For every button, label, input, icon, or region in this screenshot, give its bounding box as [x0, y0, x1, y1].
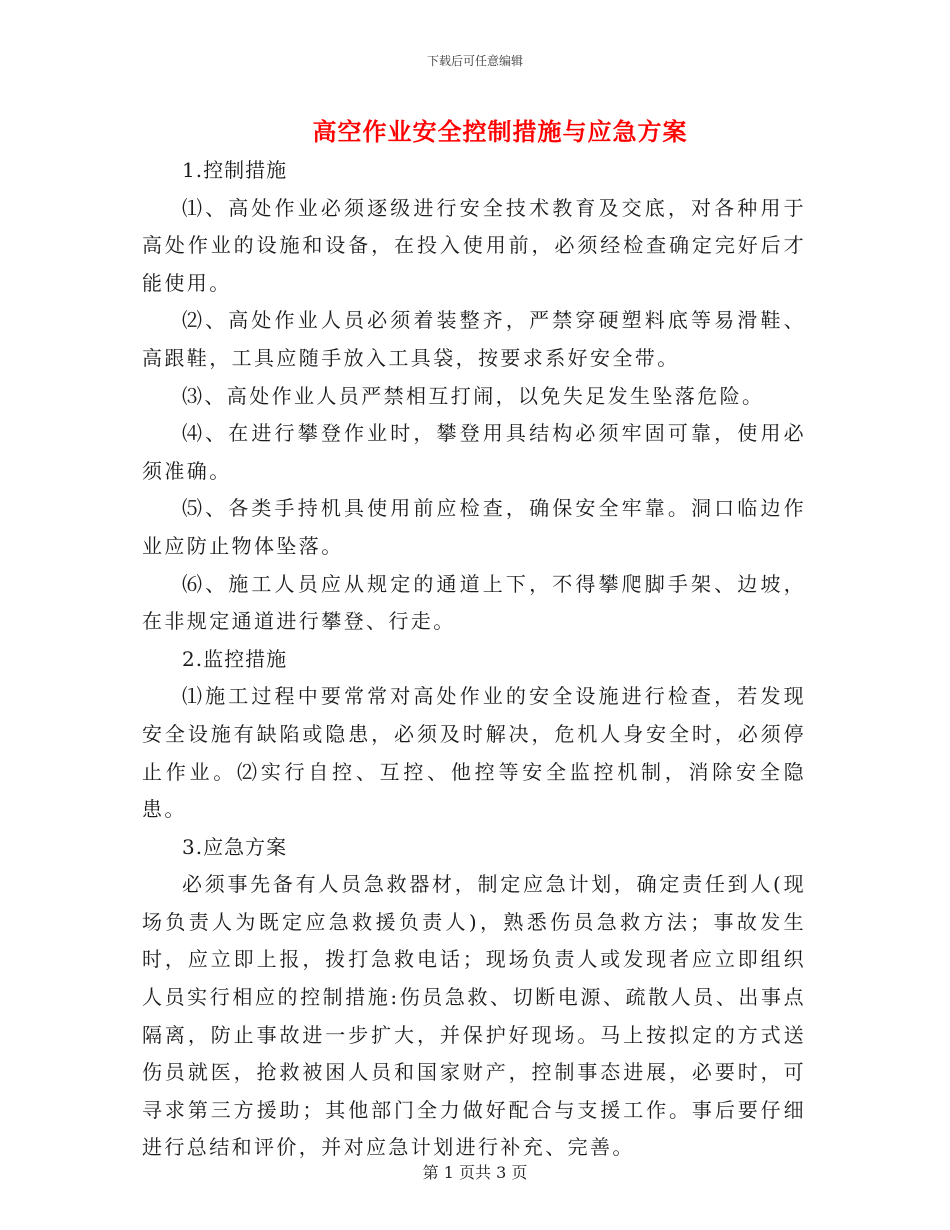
section-heading-monitoring: 2.监控措施 [182, 646, 288, 671]
paragraph: ⑹、施工人员应从规定的通道上下，不得攀爬脚手架、边坡，在非规定通道进行攀登、行走。 [142, 571, 806, 634]
paragraph: ⑷、在进行攀登作业时，攀登用具结构必须牢固可靠，使用必须准确。 [142, 421, 806, 483]
page-number: 第 1 页共 3 页 [422, 1163, 528, 1182]
paragraph: ⑵、高处作业人员必须着装整齐，严禁穿硬塑料底等易滑鞋、高跟鞋，工具应随手放入工具袋，按要求系好安全带。 [142, 308, 806, 370]
document-title: 高空作业安全控制措施与应急方案 [312, 117, 688, 146]
document-body [142, 152, 806, 1167]
header-note: 下载后可任意编辑 [426, 54, 523, 68]
section-heading-control: 1.控制措施 [182, 158, 288, 182]
section-heading-emergency: 3.应急方案 [182, 834, 288, 859]
paragraph: ⑸、各类手持机具使用前应检查，确保安全牢靠。洞口临边作业应防止物体坠落。 [142, 496, 806, 558]
paragraph: 必须事先备有人员急救器材，制定应急计划，确定责任到人(现场负责人为既定应急救援负责人)，熟悉伤员急救方法；事故发生时，应立即上报，拨打急救电话；现场负责人或发现者应立即组织人员实行相应的控制措施:伤员急救、切断电源、疏散人员、出事点隔离，防止事故进一步扩大，并保护好现场。马上按拟定的方式送伤员就医，抢救被困人员和国家财产，控制事态进展，必要时，可寻求第三方援助；其他部门全力做好配合与支援工作。事后要仔细进行总结和评价，并对应急计划进行补充、完善。 [142, 872, 806, 1160]
paragraph: ⑴施工过程中要常常对高处作业的安全设施进行检查，若发现安全设施有缺陷或隐患，必须及时解决，危机人身安全时，必须停止作业。⑵实行自控、互控、他控等安全监控机制，消除安全隐患。 [142, 684, 806, 822]
paragraph: ⑴、高处作业必须逐级进行安全技术教育及交底，对各种用于高处作业的设施和设备，在投入使用前，必须经检查确定完好后才能使用。 [142, 195, 806, 295]
paragraph: ⑶、高处作业人员严禁相互打闹，以免失足发生坠落危险。 [182, 383, 765, 408]
